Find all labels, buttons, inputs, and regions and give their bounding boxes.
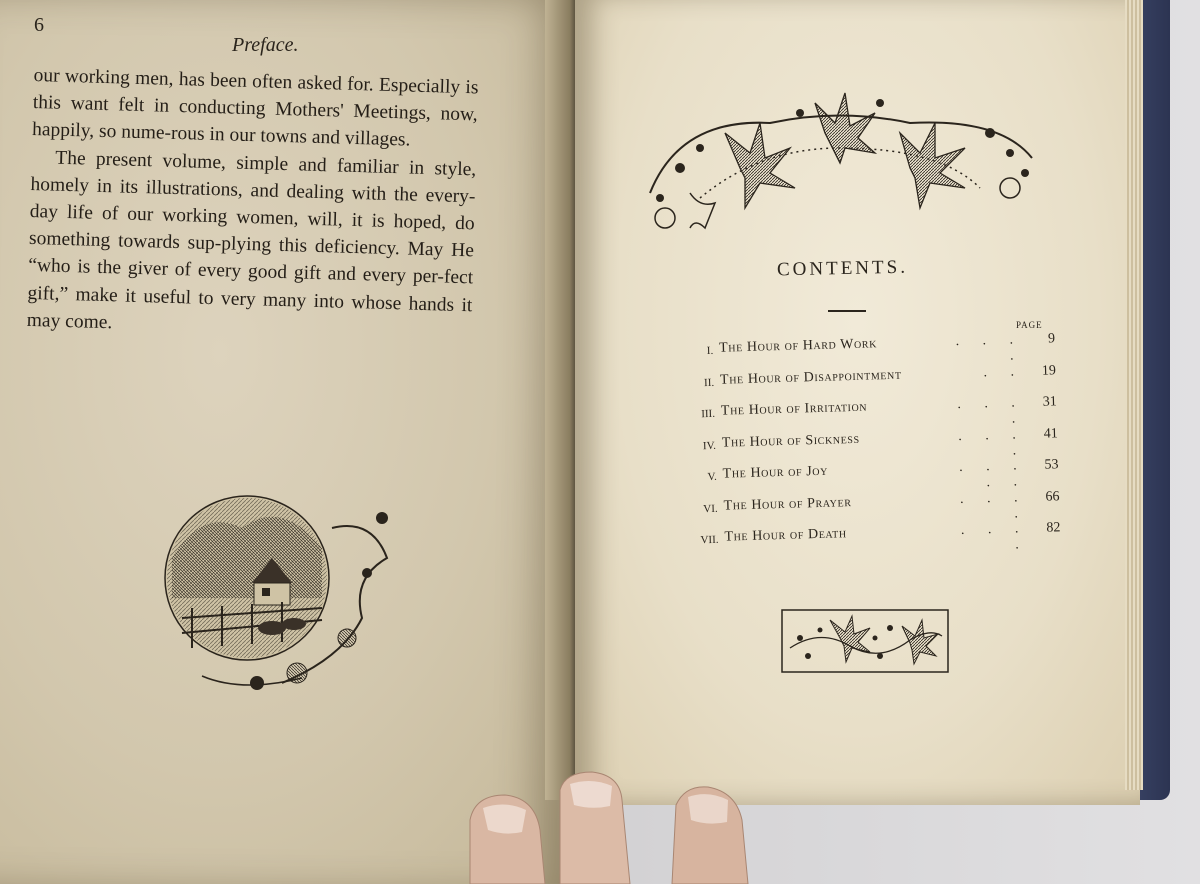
leader-dots: . . . .: [957, 395, 1026, 427]
toc-entry-number: VI.: [703, 502, 718, 515]
toc-entry-number: IV.: [702, 439, 717, 452]
toc-entry-number: V.: [707, 470, 717, 484]
leader-dots: . . . . .: [958, 458, 1028, 491]
toc-entry-number: III.: [701, 407, 716, 421]
leader-dots: . . . .: [960, 521, 1030, 553]
leader-dots: . . . .: [958, 426, 1027, 459]
running-head: Preface.: [232, 34, 299, 56]
toc-entry-page: 66: [1045, 488, 1060, 505]
toc-entry-page: 53: [1044, 457, 1059, 473]
page-column-label: PAGE: [1016, 320, 1043, 330]
preface-paragraph: our working men, has been often asked for. Especially is this want felt in conducting Mothers' Meetings, now, happily, so nume-rous in our towns and villages.: [31, 64, 479, 151]
toc-entry-title: The Hour of Sickness: [721, 431, 860, 451]
toc-entry-title: The Hour of Joy: [722, 463, 829, 482]
toc-entry-page: 9: [1047, 331, 1056, 347]
leader-dots: . . . .: [959, 489, 1029, 522]
toc-entry-page: 41: [1043, 425, 1058, 442]
toc-entry-page: 19: [1041, 362, 1057, 379]
toc-entry-title: The Hour of Prayer: [723, 494, 852, 514]
toc-entry-title: The Hour of Death: [724, 526, 847, 545]
toc-entry-title: The Hour of Disappointment: [719, 367, 902, 388]
leader-dots: . . . .: [955, 332, 1024, 364]
toc-entry-number: I.: [706, 344, 714, 358]
toc-entry-title: The Hour of Hard Work: [718, 336, 878, 356]
toc-entry-title: The Hour of Irritation: [720, 399, 868, 419]
toc-entry-number: VII.: [700, 533, 719, 547]
toc-entry-number: II.: [703, 376, 715, 389]
page-number: 6: [34, 14, 44, 36]
preface-paragraph: The present volume, simple and familiar in style, homely in its illustrations, and dealing with the every-day life of our working women, will, it is hoped, do something towards sup-plying this deficiency. May He “who is the giver of every good gift and every per-fect gift,” make it useful to very many into whose hands it may come.: [26, 147, 477, 334]
toc-entry-page: 31: [1042, 394, 1058, 410]
leader-dots: . .: [983, 363, 1025, 380]
toc-entry-page: 82: [1046, 520, 1061, 536]
contents-heading: CONTENTS.: [776, 256, 909, 281]
